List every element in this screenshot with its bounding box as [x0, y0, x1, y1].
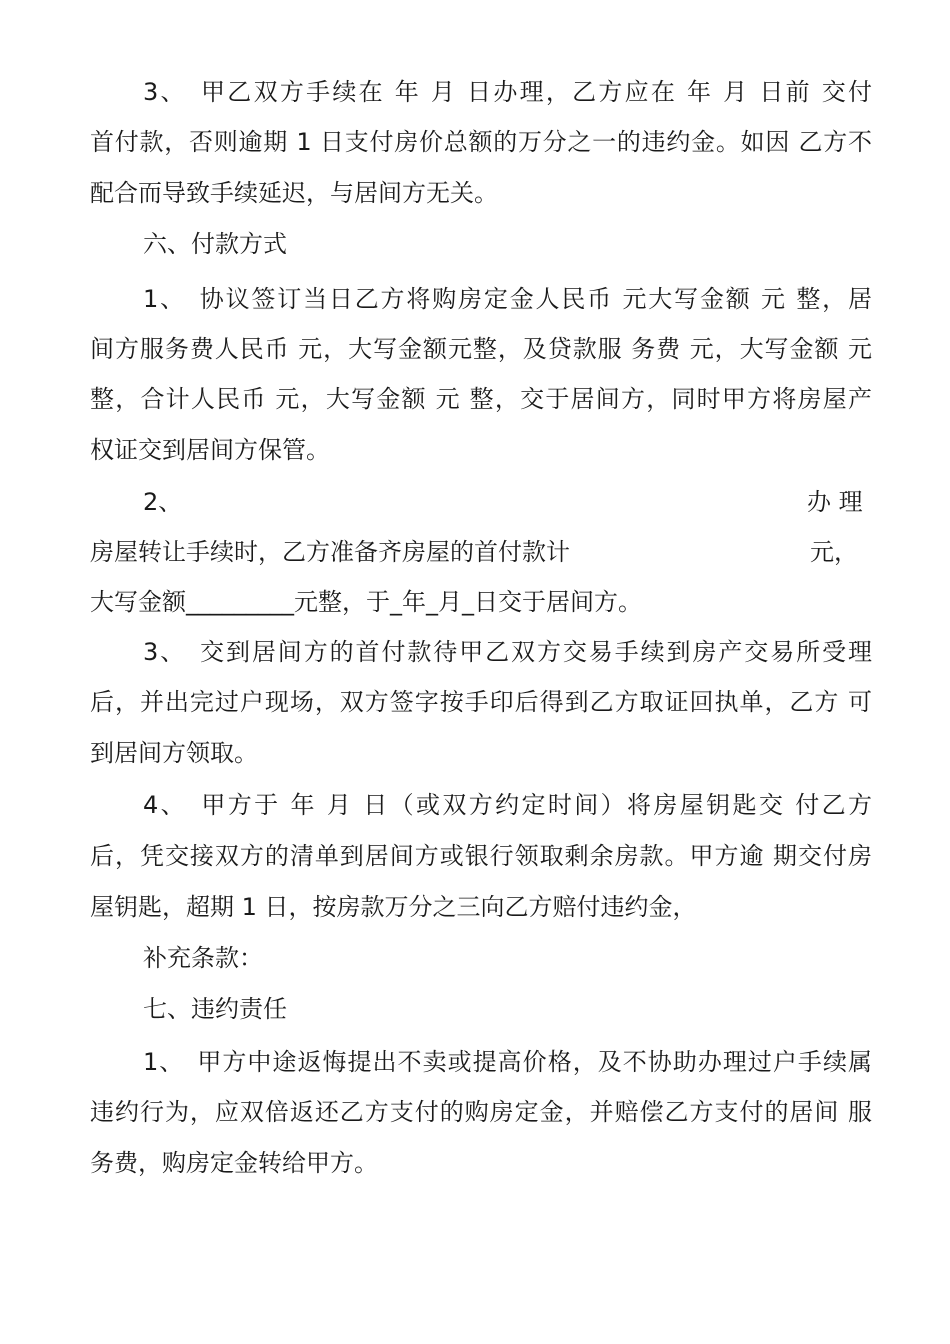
clause-6-1-line-3: 整，合计人民币 元，大写金额 元 整，交于居间方，同时甲方将房屋产 [90, 385, 872, 413]
clause-6-1-line-4: 权证交到居间方保管。 [90, 436, 330, 464]
clause-6-3-line-3: 到居间方领取。 [90, 739, 258, 767]
clause-6-4-line-3: 屋钥匙，超期 1 日，按房款万分之三向乙方赔付违约金， [90, 893, 697, 921]
supplementary-terms-label: 补充条款： [143, 944, 263, 972]
clause-6-1-line-2: 间方服务费人民币 元，大写金额元整，及贷款服 务费 元，大写金额 元 [90, 335, 872, 363]
clause-6-2-yuan: 元， [810, 538, 858, 566]
clause-3-line-3: 配合而导致手续延迟，与居间方无关。 [90, 179, 498, 207]
clause-3-line-2: 首付款，否则逾期 1 日支付房价总额的万分之一的违约金。如因 乙方不 [90, 128, 872, 156]
clause-6-4-line-1: 4、 甲方于 年 月 日（或双方约定时间）将房屋钥匙交 付乙方 [143, 791, 872, 819]
clause-6-4-line-2: 后，凭交接双方的清单到居间方或银行领取剩余房款。甲方逾 期交付房 [90, 842, 872, 870]
clause-6-3-line-1: 3、 交到居间方的首付款待甲乙双方交易手续到房产交易所受理 [143, 638, 872, 666]
clause-7-1-line-3: 务费，购房定金转给甲方。 [90, 1149, 378, 1177]
section-6-heading: 六、付款方式 [143, 230, 287, 258]
clause-7-1-line-2: 违约行为，应双倍返还乙方支付的购房定金，并赔偿乙方支付的居间 服 [90, 1098, 872, 1126]
clause-6-1-line-1: 1、 协议签订当日乙方将购房定金人民币 元大写金额 元 整，居 [143, 285, 872, 313]
clause-6-2-number: 2、 [143, 488, 183, 516]
clause-3-line-1: 3、 甲乙双方手续在 年 月 日办理，乙方应在 年 月 日前 交付 [143, 78, 872, 106]
clause-6-2-handle-text: 办 理 [807, 488, 863, 516]
section-7-heading: 七、违约责任 [143, 995, 287, 1023]
clause-6-3-line-2: 后，并出完过户现场，双方签字按手印后得到乙方取证回执单，乙方 可 [90, 688, 872, 716]
clause-6-2-line-2: 房屋转让手续时，乙方准备齐房屋的首付款计 [90, 538, 570, 566]
clause-7-1-line-1: 1、 甲方中途返悔提出不卖或提高价格，及不协助办理过户手续属 [143, 1048, 872, 1076]
clause-6-2-line-3: 大写金额_________元整，于_年_月_日交于居间方。 [90, 588, 642, 616]
